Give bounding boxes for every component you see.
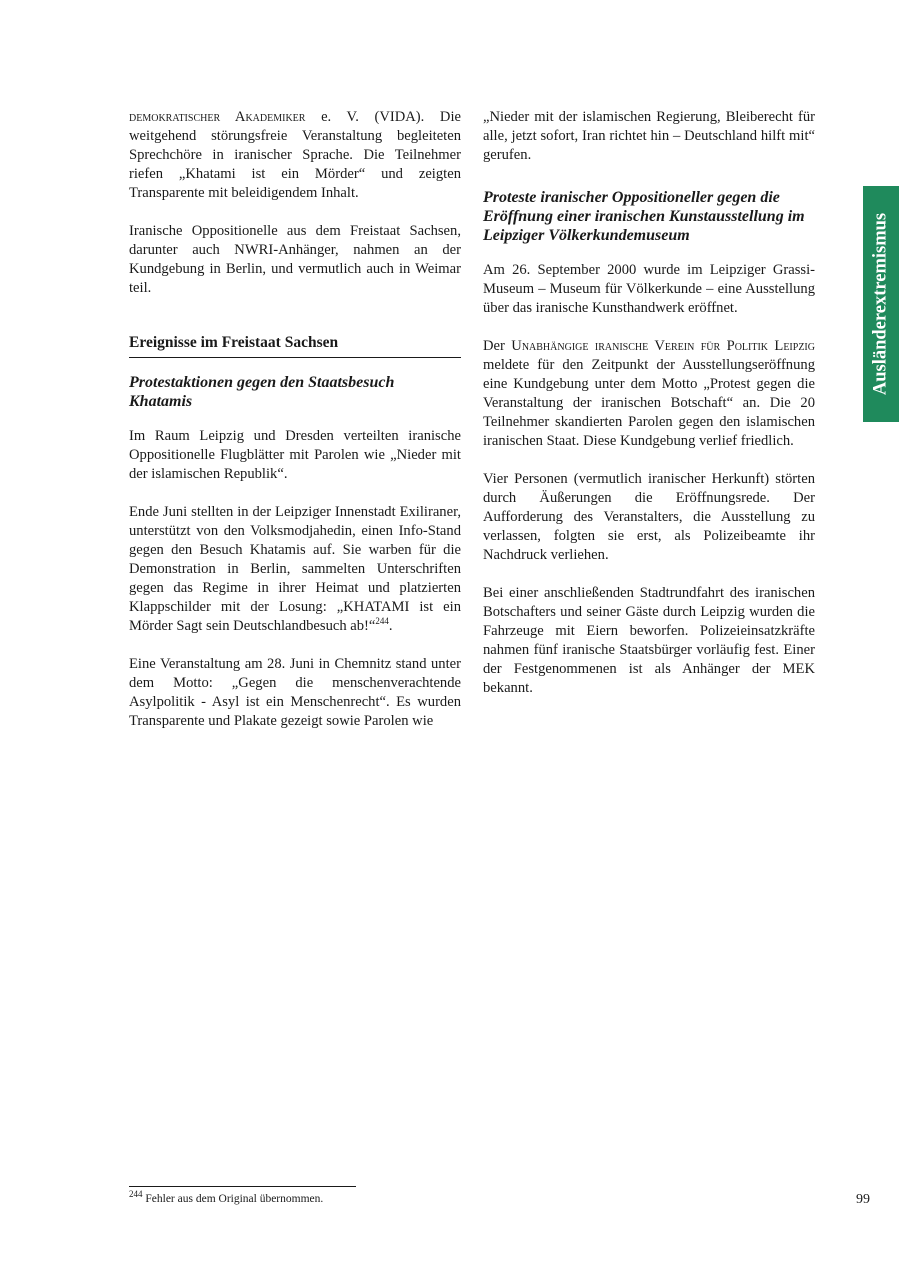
paragraph: Ende Juni stellten in der Leipziger Innenstadt Exiliraner, unterstützt von den Volksmodjahedin, einen Info-Stand gegen den Besuch Khatamis auf. Sie warben für die Demonstration in Berlin, sammelten Unterschriften gegen das Regime in ihrer Heimat und platzierten Klappschilder mit der Losung: „KHATAMI ist ein Mörder Sagt sein Deutschlandbesuch ab!“$^{244}$. <box>129 504 461 634</box>
paragraph: Im Raum Leipzig und Dresden verteilten iranische Oppositionelle Flugblätter mit Parolen wie „Nieder mit der islamischen Republik“. <box>129 428 461 482</box>
paragraph: Der Unabhängige iranische Verein für Politik Leipzig meldete für den Zeitpunkt der Ausstellungseröffnung eine Kundgebung unter dem Motto „Protest gegen die Veranstaltung der iranischen Botschaft“ an. Die 20 Teilnehmer skandierten Parolen gegen den islamischen iranischen Staat. Diese Kundgebung verlief friedlich. <box>483 338 815 449</box>
footnote-number: 244 <box>129 1189 143 1200</box>
paragraph: „Nieder mit der islamischen Regierung, Bleiberecht für alle, jetzt sofort, Iran richtet hin – Deutschland hilft mit“ gerufen. <box>483 109 815 163</box>
subsection-heading: Protestaktionen gegen den Staatsbesuch Khatamis <box>129 374 395 410</box>
chapter-side-tab-label: Ausländerextremismus <box>870 212 891 396</box>
paragraph: Iranische Oppositionelle aus dem Freistaat Sachsen, darunter auch NWRI-Anhänger, nahmen an der Kundgebung in Berlin, und vermutlich auch in Weimar teil. <box>129 223 461 296</box>
page-number: 99 <box>856 1192 870 1207</box>
paragraph: demokratischer Akademiker e. V. (VIDA). Die weitgehend störungsfreie Veranstaltung begleiteten Sprechchöre in iranischer Sprache. Die Teilnehmer riefen „Khatami ist ein Mörder“ und zeigten Transparente mit beleidigendem Inhalt. <box>129 109 461 201</box>
footnote-text: Fehler aus dem Original übernommen. <box>142 1193 324 1205</box>
organization-name: demokratischer Akademiker <box>129 109 306 125</box>
paragraph: Eine Veranstaltung am 28. Juni in Chemnitz stand unter dem Motto: „Gegen die menschenverachtende Asylpolitik - Asyl ist ein Menschenrecht“. Es wurden Transparente und Plakate gezeigt sowie Parolen wie <box>129 656 461 729</box>
section-heading: Ereignisse im Freistaat Sachsen <box>129 333 461 358</box>
footnote-reference[interactable]: 244 <box>375 616 389 627</box>
organization-name: Unabhängige iranische Verein für Politik Leipzig <box>511 338 815 354</box>
right-column <box>483 108 815 698</box>
paragraph: Bei einer anschließenden Stadtrundfahrt des iranischen Botschafters und seiner Gäste durch Leipzig wurden die Fahrzeuge mit Eiern beworfen. Polizeieinsatzkräfte nahmen fünf iranische Staatsbürger vorläufig fest. Einer der Festgenommenen ist als Anhänger der MEK bekannt. <box>483 585 815 696</box>
paragraph: Am 26. September 2000 wurde im Leipziger Grassi-Museum – Museum für Völkerkunde – eine Ausstellung über das iranische Kunsthandwerk eröffnet. <box>483 262 815 316</box>
footnote-divider <box>129 1186 356 1187</box>
paragraph: Vier Personen (vermutlich iranischer Herkunft) störten durch Äußerungen die Eröffnungsrede. Der Aufforderung des Veranstalters, die Ausstellung zu verlassen, folgten sie erst, als Polizeibeamte ihr Nachdruck verliehen. <box>483 471 815 563</box>
subsection-heading: Proteste iranischer Oppositioneller gegen die Eröffnung einer iranischen Kunstausstellung im Leipziger Völkerkundemuseum <box>483 189 805 244</box>
chapter-side-tab <box>863 186 899 422</box>
left-column <box>129 108 461 731</box>
footnote <box>129 1189 324 1206</box>
